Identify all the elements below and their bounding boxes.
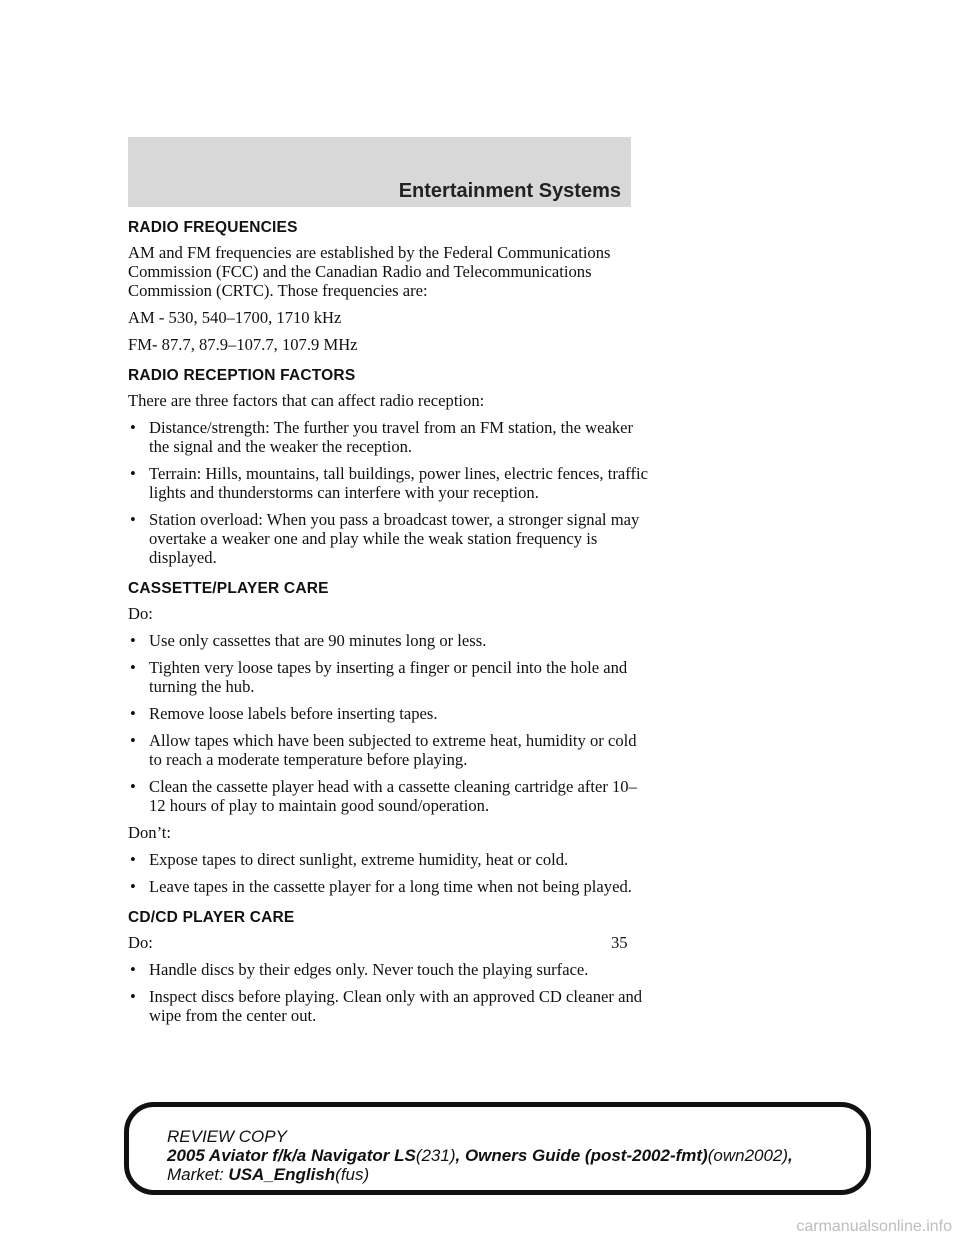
- review-model-line: 2005 Aviator f/k/a Navigator LS(231), Owners Guide (post-2002-fmt)(own2002),: [167, 1146, 793, 1165]
- bullet-icon: •: [130, 704, 136, 723]
- list-item-text: Distance/strength: The further you travel from an FM station, the weaker the signal and the weaker the reception.: [149, 418, 633, 456]
- cd-do-list: [128, 960, 648, 1025]
- am-frequencies: AM - 530, 540–1700, 1710 kHz: [128, 308, 342, 327]
- cd-care-heading: CD/CD PLAYER CARE: [128, 909, 295, 926]
- cassette-do-list: [128, 631, 648, 815]
- review-market-value: USA_English: [228, 1165, 336, 1184]
- review-copy-label: REVIEW COPY: [167, 1127, 287, 1146]
- list-item-text: Expose tapes to direct sunlight, extreme humidity, heat or cold.: [149, 850, 569, 869]
- cassette-care-section: [128, 579, 648, 896]
- cd-care-section: [128, 908, 648, 1025]
- cassette-dont-list: [128, 850, 648, 896]
- list-item: [128, 960, 648, 979]
- page-content: [128, 218, 648, 1037]
- bullet-icon: •: [130, 960, 136, 979]
- bullet-icon: •: [130, 877, 136, 896]
- list-item: [128, 877, 648, 896]
- list-item: [128, 418, 648, 456]
- list-item: [128, 631, 648, 650]
- bullet-icon: •: [130, 658, 136, 677]
- list-item: [128, 510, 648, 567]
- list-item-text: Leave tapes in the cassette player for a long time when not being played.: [149, 877, 632, 896]
- list-item-text: Clean the cassette player head with a cassette cleaning cartridge after 10–12 hours of play to maintain good sound/operation.: [149, 777, 637, 815]
- watermark: carmanualsonline.info: [796, 1218, 952, 1235]
- cassette-dont-label: Don’t:: [128, 823, 172, 842]
- list-item-text: Use only cassettes that are 90 minutes long or less.: [149, 631, 487, 650]
- bullet-icon: •: [130, 510, 136, 529]
- list-item: [128, 850, 648, 869]
- bullet-icon: •: [130, 464, 136, 483]
- list-item: [128, 464, 648, 502]
- fm-frequencies: FM- 87.7, 87.9–107.7, 107.9 MHz: [128, 335, 358, 354]
- bullet-icon: •: [130, 777, 136, 796]
- review-model-code: (231): [415, 1146, 456, 1165]
- review-market-label: Market:: [167, 1165, 224, 1184]
- review-copy-text: [167, 1127, 793, 1184]
- list-item-text: Allow tapes which have been subjected to extreme heat, humidity or cold to reach a moderate temperature before playing.: [149, 731, 637, 769]
- radio-frequencies-section: [128, 218, 648, 354]
- list-item: [128, 777, 648, 815]
- reception-factors-heading: RADIO RECEPTION FACTORS: [128, 367, 356, 384]
- bullet-icon: •: [130, 631, 136, 650]
- list-item-text: Remove loose labels before inserting tapes.: [149, 704, 438, 723]
- cassette-care-heading: CASSETTE/PLAYER CARE: [128, 580, 329, 597]
- list-item-text: Terrain: Hills, mountains, tall buildings, power lines, electric fences, traffic lights and thunderstorms can interfere with your reception.: [149, 464, 648, 502]
- list-item: [128, 987, 648, 1025]
- review-market-line: [167, 1165, 793, 1184]
- review-guide: Owners Guide (post-2002-fmt): [464, 1146, 708, 1165]
- list-item: [128, 704, 648, 723]
- bullet-icon: •: [130, 731, 136, 750]
- list-item-text: Inspect discs before playing. Clean only with an approved CD cleaner and wipe from the center out.: [149, 987, 643, 1025]
- review-guide-code: (own2002): [707, 1146, 789, 1165]
- cd-do-label: Do:: [128, 933, 153, 952]
- list-item: [128, 658, 648, 696]
- page-number: 35: [611, 933, 628, 952]
- list-item-text: Handle discs by their edges only. Never touch the playing surface.: [149, 960, 589, 979]
- cassette-do-label: Do:: [128, 604, 153, 623]
- review-model: 2005 Aviator f/k/a Navigator LS: [167, 1146, 416, 1165]
- reception-factors-intro: There are three factors that can affect radio reception:: [128, 391, 485, 410]
- list-item-text: Tighten very loose tapes by inserting a finger or pencil into the hole and turning the hub.: [149, 658, 628, 696]
- bullet-icon: •: [130, 987, 136, 1006]
- reception-factors-list: [128, 418, 648, 567]
- review-market-code: (fus): [335, 1165, 370, 1184]
- review-copy-box: [124, 1102, 871, 1195]
- header-band: [128, 137, 631, 207]
- section-title: Entertainment Systems: [398, 180, 621, 202]
- list-item: [128, 731, 648, 769]
- bullet-icon: •: [130, 418, 136, 437]
- reception-factors-section: [128, 366, 648, 567]
- radio-frequencies-intro: AM and FM frequencies are established by the Federal Communications Commission (FCC) and the Canadian Radio and Telecommunications Commission (CRTC). Those frequencies are:: [128, 243, 611, 300]
- radio-frequencies-heading: RADIO FREQUENCIES: [128, 219, 298, 236]
- list-item-text: Station overload: When you pass a broadcast tower, a stronger signal may overtake a weaker one and play while the weak station frequency is displayed.: [149, 510, 640, 567]
- bullet-icon: •: [130, 850, 136, 869]
